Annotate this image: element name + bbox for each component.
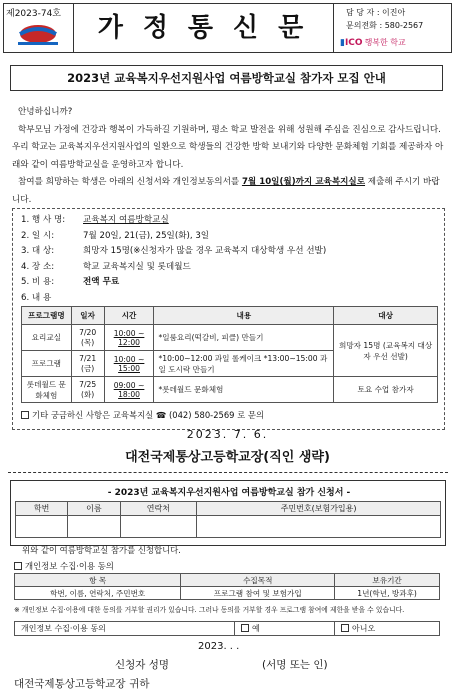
privacy-notice: ※ 개인정보 수집·이용에 대한 동의를 거부할 권리가 있습니다. 그러나 동의를 거부할 경우 프로그램 참여에 제한을 받을 수 있습니다.: [14, 606, 405, 614]
name-field[interactable]: [68, 516, 120, 538]
info-item: 2. 일 시: 7월 20일, 21(금), 25일(화), 3일: [21, 230, 210, 241]
info-item: 3. 대 상: 희망자 15명(※신청자가 많을 경우 교육복지 대상학생 우선 선발): [21, 246, 327, 257]
intro-text: [12, 104, 444, 209]
note-box-icon: [21, 411, 29, 419]
info-item: 1. 행 사 명: 교육복지 여름방학교실: [21, 215, 169, 225]
cut-line: [8, 472, 448, 473]
school-logo-icon: [14, 20, 62, 48]
deadline-text: 7월 10일(월)까지 교육복지실로: [241, 177, 366, 187]
signature-hint: (서명 또는 인): [262, 659, 328, 671]
intro-paragraph: 학부모님 가정에 건강과 행복이 가득하길 기원하며, 평소 학교 발전을 위해 성원해 주심을 진심으로 감사드립니다. 우리 학교는 교육복지우선지원사업의 일환으로 학생들의 건강한 방학 보내기와 다양한 문화체험 기회를 제공하자 아래와 같이 여름방학교실을 운영하고자 합니다.: [12, 124, 444, 170]
inquiry-note: 기타 궁금하신 사항은 교육복지실 ☎ (042) 580-2569 로 문의: [21, 409, 264, 421]
brand-slogan: 행복한 학교: [364, 38, 406, 47]
privacy-table: 항 목 수집목적 보유기간 학번, 이름, 연락처, 주민번호 프로그램 참여 및 보험가입 1년(학년, 방과후): [14, 573, 440, 600]
table-row: 프로그램 7/21 (금) 10:00 ~ 15:00 *10:00~12:00 과일 롤케이크 *13:00~15:00 과일 도시락 만들기: [22, 351, 438, 377]
contact-phone: 문의전화 : 580-2567: [346, 21, 424, 30]
info-item: 5. 비 용: 전액 무료: [21, 277, 120, 288]
signer-label: 신청자 성명: [115, 659, 170, 671]
header: [3, 3, 452, 53]
brand-mark: ▮ICO 행복한 학교: [340, 38, 406, 48]
consent-heading: 개인정보 수집·이용 동의: [14, 560, 114, 572]
agree-no-option[interactable]: 아니오: [335, 622, 440, 636]
header-left: [4, 4, 74, 52]
agree-yes-option[interactable]: 예: [235, 622, 335, 636]
table-row: 요리교실 7/20 (목) 10:00 ~ 12:00 *일룸요리(떡갈비, 피클) 만들기 희망자 15명 (교육복지 대상자 우선 선발): [22, 325, 438, 351]
checkbox-icon[interactable]: [14, 562, 22, 570]
info-item: 6. 내 용: [21, 292, 52, 303]
addressee: 대전국제통상고등학교장 귀하: [14, 678, 150, 690]
header-right: [334, 4, 453, 52]
brand-name: ICO: [344, 38, 363, 48]
consent-table: 개인정보 수집·이용 동의 예 아니오: [14, 621, 440, 636]
resident-number-field[interactable]: [197, 516, 441, 538]
apply-statement: 위와 같이 여름방학교실 참가를 신청합니다.: [22, 545, 181, 555]
greeting: 안녕하십니까?: [18, 107, 73, 117]
program-info-box: [12, 208, 445, 430]
info-item: 4. 장 소: 학교 교육복지실 및 롯데월드: [21, 261, 191, 272]
newsletter-title: 가정통신문: [74, 4, 334, 52]
contact-person: 담 당 자 : 이진아: [346, 8, 406, 17]
notice-title: 2023년 교육복지우선지원사업 여름방학교실 참가자 모집 안내: [10, 65, 443, 91]
table-row: 롯데월드 문화체험 7/25 (화) 09:00 ~ 18:00 *롯데월드 문화체험 토요 수업 참가자: [22, 377, 438, 403]
schedule-table: [21, 306, 438, 403]
application-form: [10, 480, 446, 546]
submission-paragraph: 참여를 희망하는 학생은 아래의 신청서와 개인정보동의서를 7월 10일(월)까지 교육복지실로 제출해 주시기 바랍니다.: [12, 177, 440, 205]
contact-field[interactable]: [120, 516, 197, 538]
issue-date: 2023. 7. 6.: [186, 428, 269, 441]
program-info-list: [21, 213, 326, 307]
student-id-field[interactable]: [16, 516, 68, 538]
table-header-row: 프로그램명 일자 시간 내용 대상: [22, 307, 438, 325]
issue-number: 제2023-74호: [6, 9, 61, 19]
form-title: - 2023년 교육복지우선지원사업 여름방학교실 참가 신청서 -: [107, 488, 351, 498]
form-date: 2023. . .: [198, 641, 240, 652]
application-table: 학번 이름 연락처 주민번호(보험가입용): [15, 501, 441, 538]
school-name: 대전국제통상고등학교장(직인 생략): [125, 450, 330, 465]
